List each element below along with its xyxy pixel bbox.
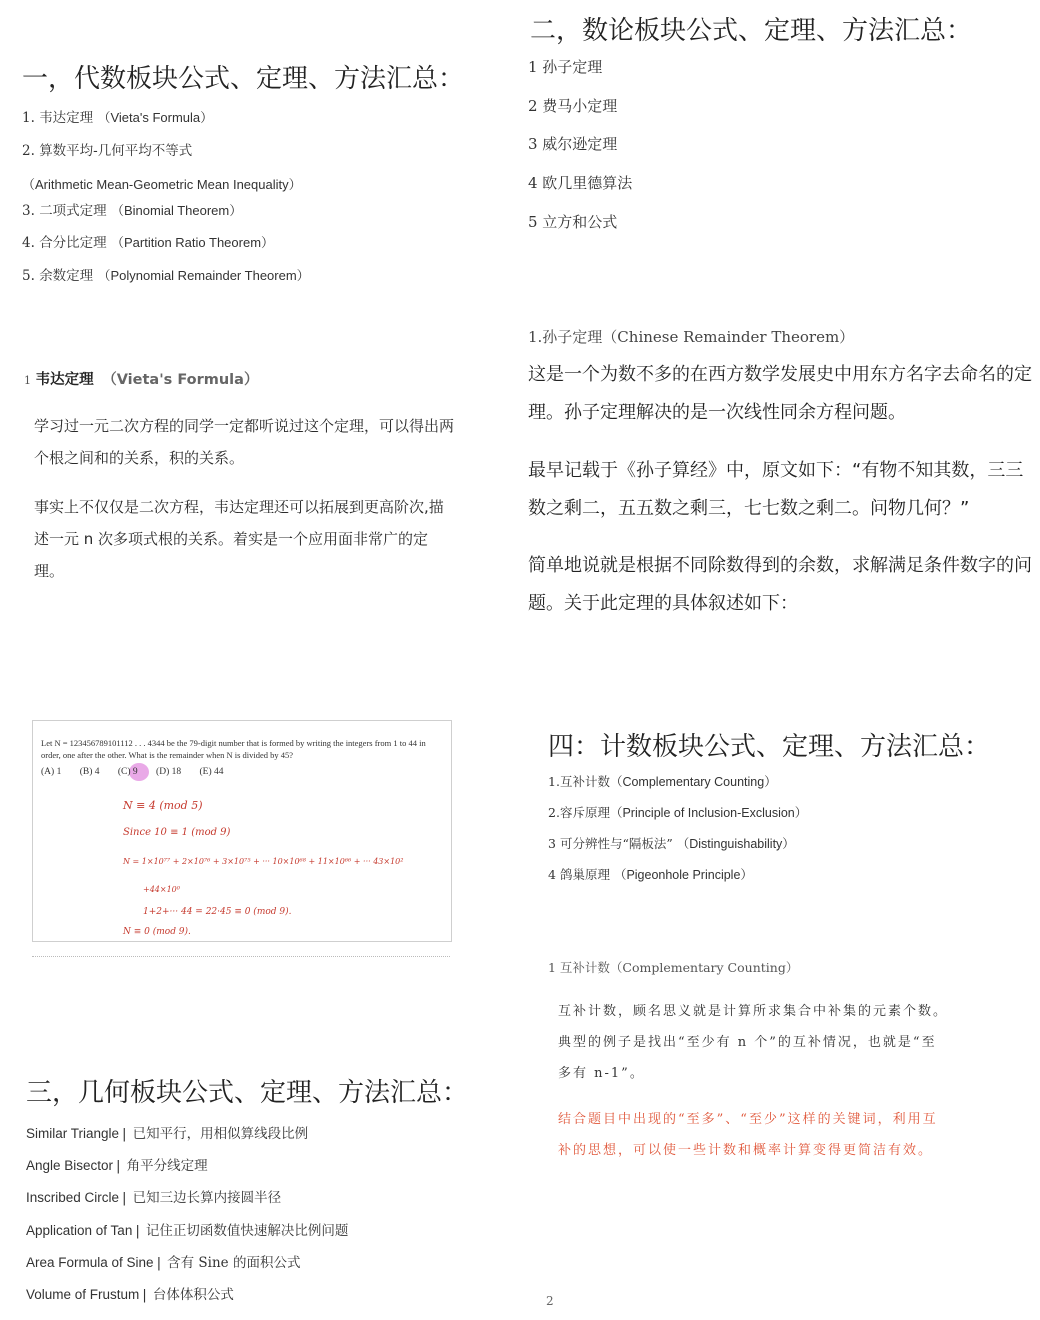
option: (B) 4 <box>79 767 100 777</box>
list-item: 3 威尔逊定理 <box>528 135 618 154</box>
list-item: 1 孙子定理 <box>528 58 603 76</box>
counting-section-title: 四：计数板块公式、定理、方法汇总： <box>548 732 991 762</box>
list-item: 2.容斥原理（Principle of Inclusion-Exclusion） <box>548 805 808 820</box>
geometry-section-title: 三，几何板块公式、定理、方法汇总： <box>26 1078 469 1108</box>
list-item: 2 费马小定理 <box>528 96 618 115</box>
vieta-paragraph-1: 学习过一元二次方程的同学一定都听说过这个定理，可以得出两个根之间和的关系，积的关系。 <box>34 417 455 467</box>
option: (E) 44 <box>199 767 224 777</box>
algebra-section-title: 一，代数板块公式、定理、方法汇总： <box>22 64 465 94</box>
list-item: 5 立方和公式 <box>528 212 618 231</box>
counting-topic-list <box>548 772 807 896</box>
option: (D) 18 <box>156 767 182 777</box>
number-theory-section-title: 二，数论板块公式、定理、方法汇总： <box>530 16 973 46</box>
handwritten-line: 1+2+··· 44 = 22·45 ≡ 0 (mod 9). <box>143 907 292 917</box>
answer-options <box>41 767 240 777</box>
complementary-heading: 1 互补计数（Complementary Counting） <box>548 960 799 975</box>
list-item: 4 欧几里德算法 <box>528 174 633 193</box>
number-theory-topic-list <box>528 56 632 249</box>
handwritten-line: Since 10 ≡ 1 (mod 9) <box>123 827 231 838</box>
list-item: Inscribed Circle | 已知三边长算内接圆半径 <box>26 1190 282 1206</box>
list-item: 1. 韦达定理 （Vieta's Formula） <box>22 110 214 126</box>
handwritten-line: N ≡ 4 (mod 5) <box>123 799 203 812</box>
option: (A) 1 <box>41 767 62 777</box>
list-item: Volume of Frustum | 台体体积公式 <box>26 1287 234 1303</box>
list-item: 4 鸽巢原理 （Pigeonhole Principle） <box>548 867 753 882</box>
algebra-topic-list <box>22 108 472 298</box>
vieta-heading: 1 韦达定理 （Vieta's Formula） <box>24 372 259 388</box>
divider <box>32 956 450 957</box>
list-item: 3 可分辨性与“隔板法” （Distinguishability） <box>548 836 795 851</box>
complementary-paragraph-2: 结合题目中出现的“至多”、“至少”这样的关键词，利用互补的思想，可以使一些计数和概率计算变得更简洁有效。 <box>558 1112 938 1158</box>
list-item: Similar Triangle | 已知平行，用相似算线段比例 <box>26 1126 309 1142</box>
problem-statement: Let N = 123456789101112 . . . 4344 be the 79-digit number that is formed by writing the integers from 1 to 44 in order, one after the other. What is the remainder when N is divided by 45? <box>41 738 426 760</box>
list-item: Application of Tan | 记住正切函数值快速解决比例问题 <box>26 1223 349 1239</box>
list-item: 1.互补计数（Complementary Counting） <box>548 774 777 789</box>
handwritten-line: N ≡ 0 (mod 9). <box>123 927 191 937</box>
page-number: 2 <box>546 1294 554 1308</box>
handwritten-line: +44×10⁰ <box>143 885 180 894</box>
list-item: 3. 二项式定理 （Binomial Theorem） <box>22 202 243 219</box>
worked-problem-figure <box>32 720 452 942</box>
list-item: 5. 余数定理 （Polynomial Remainder Theorem） <box>22 267 310 284</box>
list-item: Angle Bisector | 角平分线定理 <box>26 1158 208 1174</box>
crt-paragraph-2: 最早记载于《孙子算经》中，原文如下：“有物不知其数，三三数之剩二，五五数之剩三，七七数之剩二。问物几何？” <box>528 460 1024 519</box>
vieta-paragraph-2: 事实上不仅仅是二次方程，韦达定理还可以拓展到更高阶次,描述一元 n 次多项式根的关系。着实是一个应用面非常广的定理。 <box>34 498 444 580</box>
handwritten-line: N = 1×10⁷⁷ + 2×10⁷⁶ + 3×10⁷⁵ + ··· 10×10⁶⁸ + 11×10⁶⁶ + ··· 43×10² <box>123 857 404 866</box>
list-item: Area Formula of Sine | 含有 Sine 的面积公式 <box>26 1255 301 1271</box>
list-item: 4. 合分比定理 （Partition Ratio Theorem） <box>22 235 275 251</box>
crt-paragraph-3: 简单地说就是根据不同除数得到的余数，求解满足条件数字的问题。关于此定理的具体叙述如下： <box>528 555 1032 614</box>
list-item: 2. 算数平均-几何平均不等式 （Arithmetic Mean-Geometric Mean Inequality） <box>22 142 302 192</box>
crt-heading: 1.孙子定理（Chinese Remainder Theorem） <box>528 328 855 346</box>
crt-paragraph-1: 这是一个为数不多的在西方数学发展史中用东方名字去命名的定理。孙子定理解决的是一次线性同余方程问题。 <box>528 364 1032 423</box>
option: (C) 9 <box>117 767 138 777</box>
complementary-paragraph-1: 互补计数，顾名思义就是计算所求集合中补集的元素个数。典型的例子是找出“至少有 n 个”的互补情况，也就是“至多有 n-1”。 <box>558 1004 949 1081</box>
